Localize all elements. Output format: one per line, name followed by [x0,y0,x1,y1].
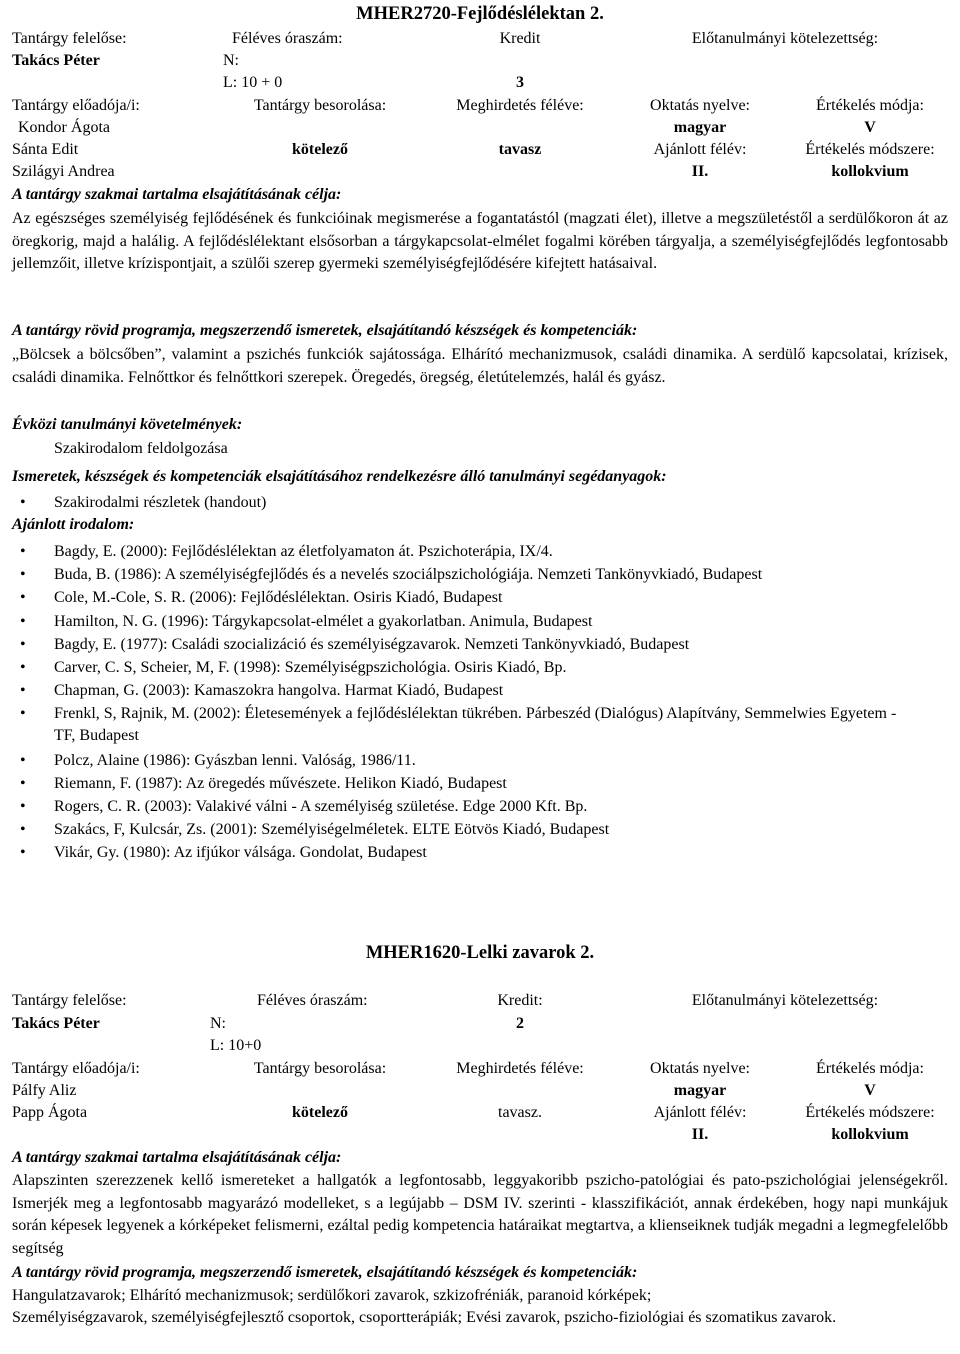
course2-responsible-label: Tantárgy felelőse: [12,992,127,1009]
course1-responsible-name: Takács Péter [12,52,100,69]
course2-hours-n: N: [210,1015,226,1032]
course1-credit-label: Kredit [499,30,541,47]
course1-credit-value: 3 [516,74,524,91]
course2-program-text: Személyiségzavarok, személyiségfejlesztő csoportok, csoportterápiák; Evési zavarok, pszicho-fiziológiai és szomatikus zavarok. [12,1309,837,1326]
list-item: • Vikár, Gy. (1980): Az ifjúkor válsága. Gondolat, Budapest [54,842,904,865]
list-item: • Bagdy, E. (1977): Családi szocializáció és személyiségzavarok. Nemzeti Tankönyvkiadó, Budapest [54,634,904,657]
list-item: • Chapman, G. (2003): Kamaszokra hangolva. Harmat Kiadó, Budapest [54,680,904,703]
course1-lecturer: Szilágyi Andrea [12,163,115,180]
course2-eval-mode-label: Értékelés módja: [816,1060,924,1077]
course2-language-label: Oktatás nyelve: [650,1060,750,1077]
course1-literature-list [54,541,904,866]
course1-title: MHER2720-Fejlődéslélektan 2. [356,4,604,24]
course1-eval-mode-value: V [864,119,876,136]
course2-responsible-name: Takács Péter [12,1015,100,1032]
course1-lecturer: Sánta Edit [12,141,79,158]
course2-language-value: magyar [673,1082,727,1099]
course1-responsible-label: Tantárgy felelőse: [12,30,127,47]
course2-lecturer: Papp Ágota [12,1104,88,1121]
course2-hours-label: Féléves óraszám: [257,992,368,1009]
course2-lecturers-label: Tantárgy előadója/i: [12,1060,140,1077]
course1-language-label: Oktatás nyelve: [650,97,750,114]
list-item: • Cole, M.-Cole, S. R. (2006): Fejlődéslélektan. Osiris Kiadó, Budapest [54,587,904,610]
course1-recommended-label: Ajánlott félév: [653,141,747,158]
course2-goal-heading: A tantárgy szakmai tartalma elsajátításának célja: [12,1149,342,1166]
course2-title: MHER1620-Lelki zavarok 2. [365,943,595,963]
course1-hours-l: L: 10 + 0 [223,74,283,91]
list-item: • Frenkl, S, Rajnik, M. (2002): Életesemények a fejlődéslélektan tükrében. Párbeszéd (Dialógus) Alapítvány, Semmelwies Egyetem - TF, Budapest [54,703,904,749]
list-item: • Hamilton, N. G. (1996): Tárgykapcsolat-elmélet a gyakorlatban. Animula, Budapest [54,611,904,634]
course1-classification-label: Tantárgy besorolása: [253,97,387,114]
course1-prereq-label: Előtanulmányi kötelezettség: [691,30,879,47]
list-item: • Carver, C. S, Scheier, M, F. (1998): Személyiségpszichológia. Osiris Kiadó, Bp. [54,657,904,680]
course2-lecturer: Pálfy Aliz [12,1082,77,1099]
course2-eval-mode-value: V [864,1082,876,1099]
course1-goal-heading: A tantárgy szakmai tartalma elsajátításának célja: [12,186,342,203]
course1-classification-value: kötelező [292,141,348,158]
course2-program-line1: Hangulatzavarok; Elhárító mechanizmusok; serdülőkori zavarok, szkizofréniák, paranoid kórképek; [12,1287,652,1304]
course1-req-heading: Évközi tanulmányi követelmények: [12,416,243,433]
course2-prereq-label: Előtanulmányi kötelezettség: [691,992,879,1009]
course1-language-value: magyar [673,119,727,136]
list-item: • Riemann, F. (1987): Az öregedés művészete. Helikon Kiadó, Budapest [54,773,904,796]
course1-semester-value: tavasz [498,141,542,158]
course2-classification-value: kötelező [292,1104,348,1121]
course1-goal-text: Az egészséges személyiség fejlődésének és funkcióinak megismerése a fogantatástól (magzati élet), illetve a megszületéstől a serdülőkoron át az öregkorig, majd a halálig. A fejlődéslélektant elsősorban a tárgykapcsolat-elmélet fogalmi körében tárgyalja, a személyiségfejlődés legfontosabb jellemzőit, illetve krízispontjait, a szülői szerep gyermeki személyiségfejlődésére kifejtett hatásaival. [12,210,948,272]
course1-semester-label: Meghirdetés féléve: [456,97,584,114]
course2-eval-method-label: Értékelés módszere: [805,1104,935,1121]
list-item: • Polcz, Alaine (1986): Gyászban lenni. Valóság, 1986/11. [54,750,904,773]
course2-credit-value: 2 [516,1015,524,1032]
course1-program-heading: A tantárgy rövid programja, megszerzendő ismeretek, elsajátítandó készségek és kompetenciák: [12,322,638,339]
course2-semester-label: Meghirdetés féléve: [456,1060,584,1077]
course2-goal-text: Alapszinten szerezzenek kellő ismereteket a hallgatók a legfontosabb, leggyakoribb pszicho-patológiai és pato-pszichológiai jelenségekről. Ismerjék meg a legfontosabb magyarázó modelleket, s a legújabb – DSM IV. szerinti - klasszifikációt, annak érdekében, hogy napi munkájuk során képesek legyenek a kórképeket felismerni, ezáltal pedig kompetencia határaikat megtartva, a klienseiknek tudják megadni a legmegfelelőbb segítség [12,1172,948,1257]
course1-eval-mode-label: Értékelés módja: [816,97,924,114]
course2-semester-value: tavasz. [498,1104,542,1121]
course2-eval-method-value: kollokvium [831,1126,909,1143]
list-item: • Szakács, F, Kulcsár, Zs. (2001): Személyiségelméletek. ELTE Eötvös Kiadó, Budapest [54,819,904,842]
course2-hours-l: L: 10+0 [210,1037,262,1054]
course1-aids-heading: Ismeretek, készségek és kompetenciák elsajátításához rendelkezésre álló tanulmányi segédanyagok: [12,468,667,485]
course1-lit-heading: Ajánlott irodalom: [12,516,135,533]
course1-lecturer: Kondor Ágota [18,119,110,136]
list-item: • Rogers, C. R. (2003): Valakivé válni - A személyiség születése. Edge 2000 Kft. Bp. [54,796,904,819]
course1-aids-list [54,492,266,515]
course1-hours-n: N: [223,52,239,69]
course1-eval-method-value: kollokvium [831,163,909,180]
list-item: • Buda, B. (1986): A személyiségfejlődés és a nevelés szociálpszichológiája. Nemzeti Tankönyvkiadó, Budapest [54,564,904,587]
list-item: • Bagdy, E. (2000): Fejlődéslélektan az életfolyamaton át. Pszichoterápia, IX/4. [54,541,904,564]
course2-recommended-value: II. [691,1126,709,1143]
list-item: • Szakirodalmi részletek (handout) [54,492,266,515]
course2-credit-label: Kredit: [497,992,543,1009]
course1-program-text: „Bölcsek a bölcsőben”, valamint a pszichés funkciók sajátossága. Elhárító mechanizmusok, családi dinamika. A serdülő kapcsolatai, krízisek, családi dinamika. Felnőttkor és felnőttkori szerepek. Öregedés, öregség, életútelemzés, halál és gyász. [12,346,948,386]
course2-recommended-label: Ajánlott félév: [653,1104,747,1121]
course1-hours-label: Féléves óraszám: [232,30,343,47]
course1-req-text: Szakirodalom feldolgozása [54,440,228,457]
course1-lecturers-label: Tantárgy előadója/i: [12,97,140,114]
course2-classification-label: Tantárgy besorolása: [253,1060,387,1077]
course1-recommended-value: II. [691,163,709,180]
course1-eval-method-label: Értékelés módszere: [805,141,935,158]
course2-program-heading: A tantárgy rövid programja, megszerzendő ismeretek, elsajátítandó készségek és kompetenciák: [12,1264,638,1281]
